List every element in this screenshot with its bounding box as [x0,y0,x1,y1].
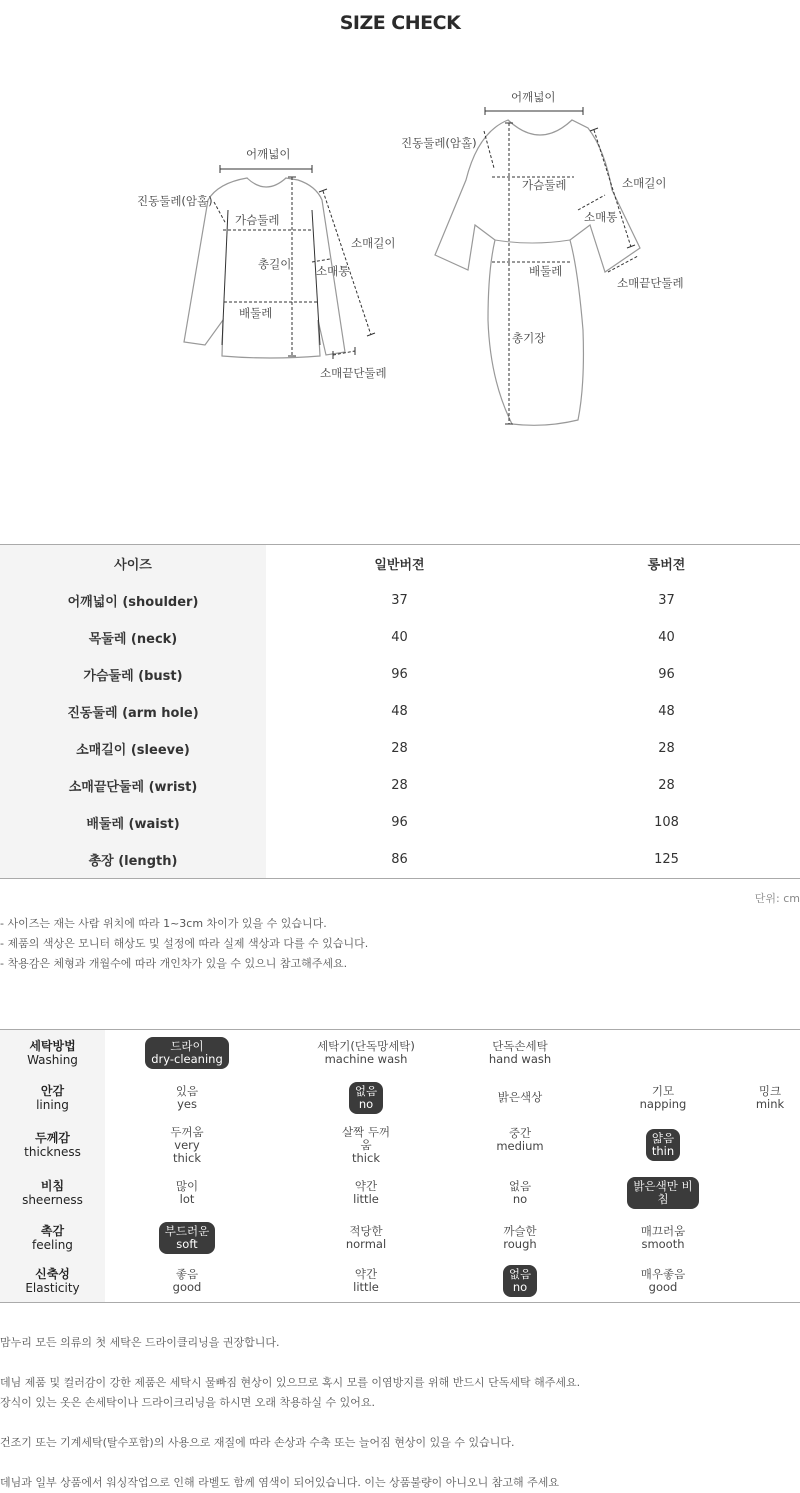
option-en: very [174,1137,200,1152]
option-little [316,1258,416,1303]
row-washing [0,1030,800,1075]
option-bright-color [470,1075,570,1120]
option-ko: 단독손세탁 [492,1038,548,1053]
top-label-armhole: 진동둘레(암홀) [137,194,213,208]
row-value-long: 48 [658,704,675,719]
option-smooth [613,1215,713,1260]
option-thick [316,1120,416,1170]
row-lining [0,1075,800,1120]
row-value-long: 37 [658,593,675,608]
dress-label-bust: 가슴둘레 [522,178,567,192]
dress-label-waist: 배둘레 [529,264,563,278]
option-no [470,1258,570,1303]
size-notes [0,914,368,974]
option-ko: 침 [657,1191,669,1206]
row-value-long: 28 [658,778,675,793]
option-ko: 좋음 [175,1266,199,1281]
row-value-regular: 40 [391,630,408,645]
dress-label-sleeve-width: 소매통 [584,210,618,224]
row-value-long: 96 [658,667,675,682]
top-label-sleeve: 소매길이 [351,236,396,250]
option-soft [137,1215,237,1260]
label-en: Washing [27,1052,78,1067]
option-ko: 까슬한 [503,1223,537,1238]
row-value-regular: 28 [391,778,408,793]
option-medium [470,1120,570,1160]
label-ko: 안감 [40,1083,65,1098]
option-ko: 약간 [354,1178,378,1193]
option-en: good [172,1279,202,1294]
size-table-header [0,545,800,583]
option-en: dry-cleaning [151,1051,223,1066]
option-en: good [648,1279,678,1294]
note-item: - 제품의 색상은 모니터 해상도 및 설정에 따라 실제 색상과 다를 수 있습니다. [0,937,369,950]
table-row [0,582,800,619]
option-rough [470,1215,570,1260]
label-ko: 신축성 [35,1266,70,1281]
top-label-shoulder: 어깨넓이 [246,147,291,161]
selected-pill [145,1037,229,1069]
option-en: thick [173,1150,201,1165]
row-label [0,1258,105,1303]
spacer [0,1353,580,1373]
table-row [0,730,800,767]
option-dry-cleaning [137,1030,237,1075]
fabric-info-table [0,1029,800,1303]
label-en: lining [36,1097,69,1112]
top-label-length: 총길이 [258,257,292,271]
row-value-regular: 48 [391,704,408,719]
selected-pill [646,1129,680,1161]
row-label [0,1170,105,1215]
option-ko: 기모 [651,1083,675,1098]
row-elasticity [0,1258,800,1303]
option-little [316,1170,416,1215]
header-long: 롱버젼 [647,558,686,573]
top-label-cuff: 소매끝단둘레 [320,366,387,380]
option-en: napping [639,1096,687,1111]
row-value-long: 40 [658,630,675,645]
selected-pill [503,1265,537,1297]
option-ko: 없음 [508,1266,532,1281]
option-bright-only [613,1170,713,1215]
option-thin [613,1120,713,1170]
care-note: 건조기 또는 기계세탁(탈수포함)의 사용으로 재질에 따라 손상과 수축 또는 늘어짐 현상이 있을 수 있습니다. [0,1436,515,1449]
option-normal [316,1215,416,1260]
label-ko: 비침 [40,1178,65,1193]
option-machine-wash [296,1030,436,1075]
option-en: soft [176,1236,198,1251]
row-label: 총장 (length) [0,841,266,879]
option-no [316,1075,416,1120]
option-ko: 밝은색상 [497,1090,543,1104]
option-no [470,1170,570,1215]
option-en: medium [496,1139,544,1153]
option-ko: 움 [360,1137,372,1152]
option-good [137,1258,237,1303]
option-ko: 부드러운 [164,1223,210,1238]
label-en: Elasticity [25,1280,80,1295]
row-sheerness [0,1170,800,1215]
option-ko: 밍크 [758,1083,782,1098]
row-label: 배둘레 (waist) [0,804,266,841]
label-en: feeling [32,1237,73,1252]
row-value-regular: 86 [391,852,408,867]
note-item: - 착용감은 체형과 개월수에 따라 개인차가 있을 수 있으니 참고해주세요. [0,957,348,970]
top-label-bust: 가슴둘레 [235,213,280,227]
spacer [0,1413,580,1433]
care-note: 데님 제품 및 컬러감이 강한 제품은 세탁시 물빠짐 현상이 있으므로 혹시 모를 이염방지를 위해 반드시 단독세탁 해주세요. [0,1376,581,1389]
row-label: 어깨넓이 (shoulder) [0,582,266,619]
top-label-sleeve-width: 소매통 [316,264,350,278]
top-label-waist: 배둘레 [239,306,273,320]
row-label [0,1030,105,1075]
label-ko: 촉감 [40,1223,65,1238]
label-ko: 세탁방법 [29,1038,76,1053]
row-label: 소매끝단둘레 (wrist) [0,767,266,804]
row-value-long: 125 [654,852,679,867]
option-en: thin [651,1144,675,1158]
option-en: mink [755,1096,785,1111]
row-value-regular: 96 [391,667,408,682]
dress-label-sleeve: 소매길이 [622,176,667,190]
dress-label-cuff: 소매끝단둘레 [617,276,684,290]
table-row [0,693,800,730]
option-ko: 얇음 [651,1131,675,1145]
page-title: SIZE CHECK [339,12,461,34]
option-en: machine wash [324,1051,408,1066]
option-en: rough [503,1236,537,1251]
care-notes [0,1333,580,1493]
size-diagram [0,0,800,440]
row-value-long: 28 [658,741,675,756]
table-row [0,841,800,879]
row-feeling [0,1215,800,1260]
option-ko: 살짝 두꺼 [341,1124,391,1139]
option-ko: 드라이 [170,1038,204,1053]
row-value-regular: 96 [391,815,408,830]
option-en: little [353,1279,379,1294]
option-ko: 중간 [508,1126,532,1140]
row-label [0,1215,105,1260]
option-en: no [512,1191,528,1206]
table-row [0,656,800,693]
option-napping [613,1075,713,1120]
selected-pill [159,1222,215,1254]
option-ko: 밝은색만 비 [633,1178,693,1193]
option-en: smooth [641,1236,685,1251]
care-note: 맘누리 모든 의류의 첫 세탁은 드라이클리닝을 권장합니다. [0,1336,280,1349]
dress-label-shoulder: 어깨넓이 [511,90,556,104]
row-value-regular: 37 [391,593,408,608]
option-lot [137,1170,237,1215]
option-en: thick [352,1150,380,1165]
option-ko: 없음 [354,1083,378,1098]
spacer [0,1453,580,1473]
care-note: 데님과 일부 상품에서 워싱작업으로 인해 라벨도 함께 염색이 되어있습니다. 이는 상품불량이 아니오니 참고해 주세요 [0,1476,559,1489]
option-en: no [358,1096,374,1111]
option-ko: 두꺼움 [170,1124,204,1139]
header-regular: 일반버젼 [374,558,425,573]
dress-label-length: 총기장 [512,331,546,345]
table-row [0,767,800,804]
option-ko: 매우좋음 [640,1266,686,1281]
option-en: no [512,1279,528,1294]
option-ko: 약간 [354,1266,378,1281]
row-value-regular: 28 [391,741,408,756]
option-ko: 많이 [175,1178,199,1193]
selected-pill [627,1177,698,1209]
note-item: - 사이즈는 재는 사람 위치에 따라 1~3cm 차이가 있을 수 있습니다. [0,917,327,930]
option-ko: 매끄러움 [640,1223,686,1238]
size-table [0,544,800,879]
unit-label: 단위: cm [754,892,800,905]
table-row [0,804,800,841]
table-row [0,619,800,656]
row-value-long: 108 [654,815,679,830]
row-label [0,1075,105,1120]
option-ko: 적당한 [349,1223,383,1238]
option-very-thick [137,1120,237,1170]
option-yes [137,1075,237,1120]
row-label: 목둘레 (neck) [0,619,266,656]
row-label: 소매길이 (sleeve) [0,730,266,767]
option-ko: 세탁기(단독망세탁) [317,1038,415,1053]
row-thickness [0,1120,800,1170]
option-en: lot [179,1191,195,1206]
option-en: little [353,1191,379,1206]
row-label: 가슴둘레 (bust) [0,656,266,693]
selected-pill [349,1082,383,1114]
option-very-good [613,1258,713,1303]
option-en: yes [177,1096,197,1111]
option-hand-wash [470,1030,570,1075]
option-mink [740,1075,800,1120]
header-size: 사이즈 [0,545,266,583]
row-label [0,1120,105,1170]
option-ko: 없음 [508,1178,532,1193]
dress-label-armhole: 진동둘레(암홀) [401,136,477,150]
row-label: 진동둘레 (arm hole) [0,693,266,730]
label-en: thickness [24,1145,81,1159]
option-en: hand wash [488,1051,552,1066]
label-en: sheerness [22,1192,83,1207]
label-ko: 두께감 [35,1131,70,1145]
care-note: 장식이 있는 옷은 손세탁이나 드라이크리닝을 하시면 오래 착용하실 수 있어요. [0,1396,375,1409]
option-en: normal [345,1236,387,1251]
option-ko: 있음 [175,1083,199,1098]
